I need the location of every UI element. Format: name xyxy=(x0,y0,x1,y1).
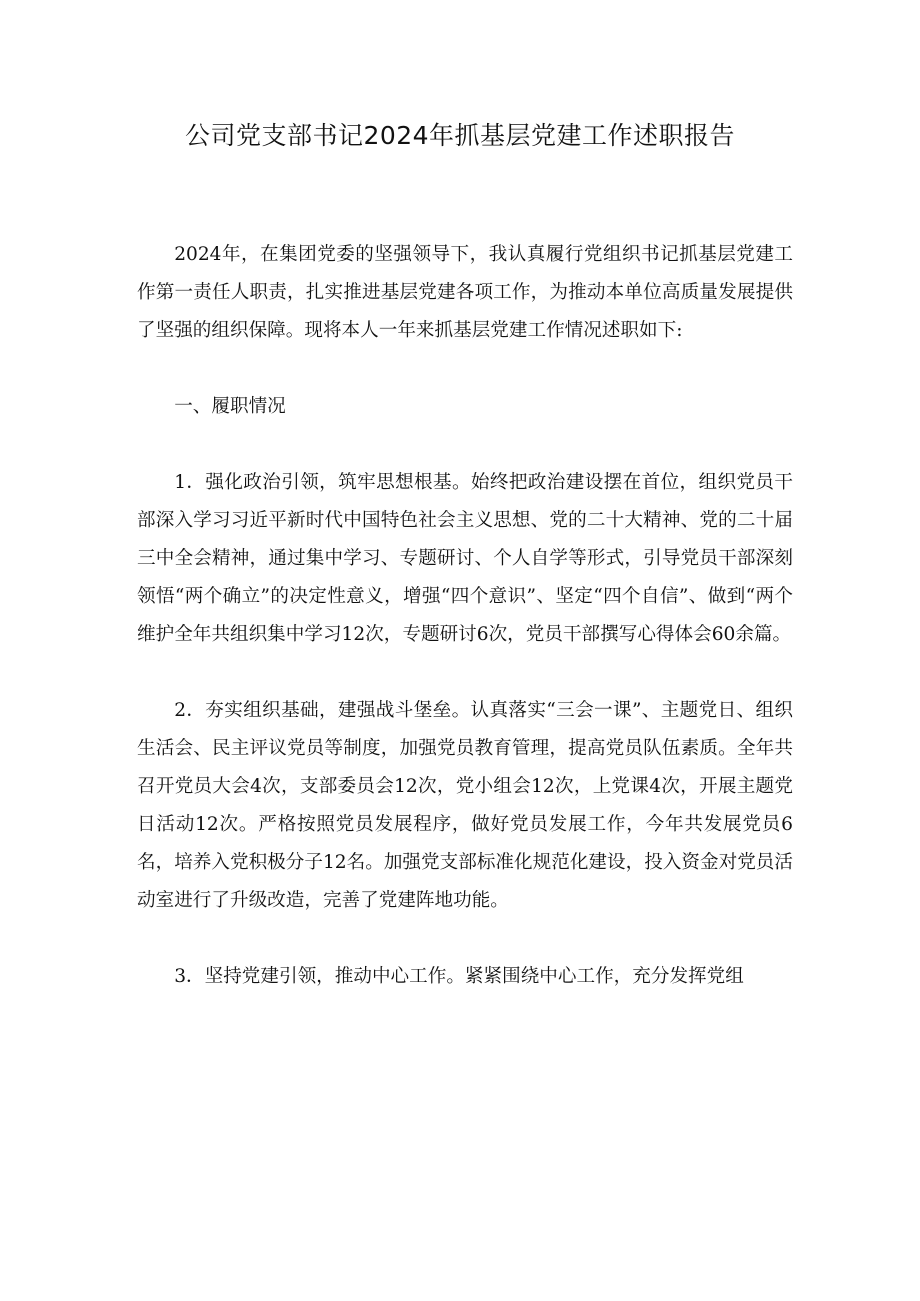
paragraph-item-3: 3．坚持党建引领，推动中心工作。紧紧围绕中心工作，充分发挥党组 xyxy=(174,966,744,987)
document-title: 公司党支部书记2024年抓基层党建工作述职报告 xyxy=(184,121,736,150)
document-body xyxy=(137,236,793,1034)
section-heading-performance: 一、履职情况 xyxy=(174,396,286,417)
intro-paragraph: 2024年，在集团党委的坚强领导下，我认真履行党组织书记抓基层党建工作第一责任人职责，扎实推进基层党建各项工作，为推动本单位高质量发展提供了坚强的组织保障。现将本人一年来抓基层党建工作情况述职如下: xyxy=(137,244,793,341)
paragraph-item-1: 1．强化政治引领，筑牢思想根基。始终把政治建设摆在首位，组织党员干部深入学习习近平新时代中国特色社会主义思想、党的二十大精神、党的二十届三中全会精神，通过集中学习、专题研讨、个人自学等形式，引导党员干部深刻领悟“两个确立”的决定性意义，增强“四个意识”、坚定“四个自信”、做到“两个维护全年共组织集中学习12次，专题研讨6次，党员干部撰写心得体会60余篇。 xyxy=(137,472,793,645)
paragraph-item-2: 2．夯实组织基础，建强战斗堡垒。认真落实“三会一课”、主题党日、组织生活会、民主评议党员等制度，加强党员教育管理，提高党员队伍素质。全年共召开党员大会4次，支部委员会12次，党小组会12次，上党课4次，开展主题党日活动12次。严格按照党员发展程序，做好党员发展工作，今年共发展党员6名，培养入党积极分子12名。加强党支部标准化规范化建设，投入资金对党员活动室进行了升级改造，完善了党建阵地功能。 xyxy=(137,700,793,911)
